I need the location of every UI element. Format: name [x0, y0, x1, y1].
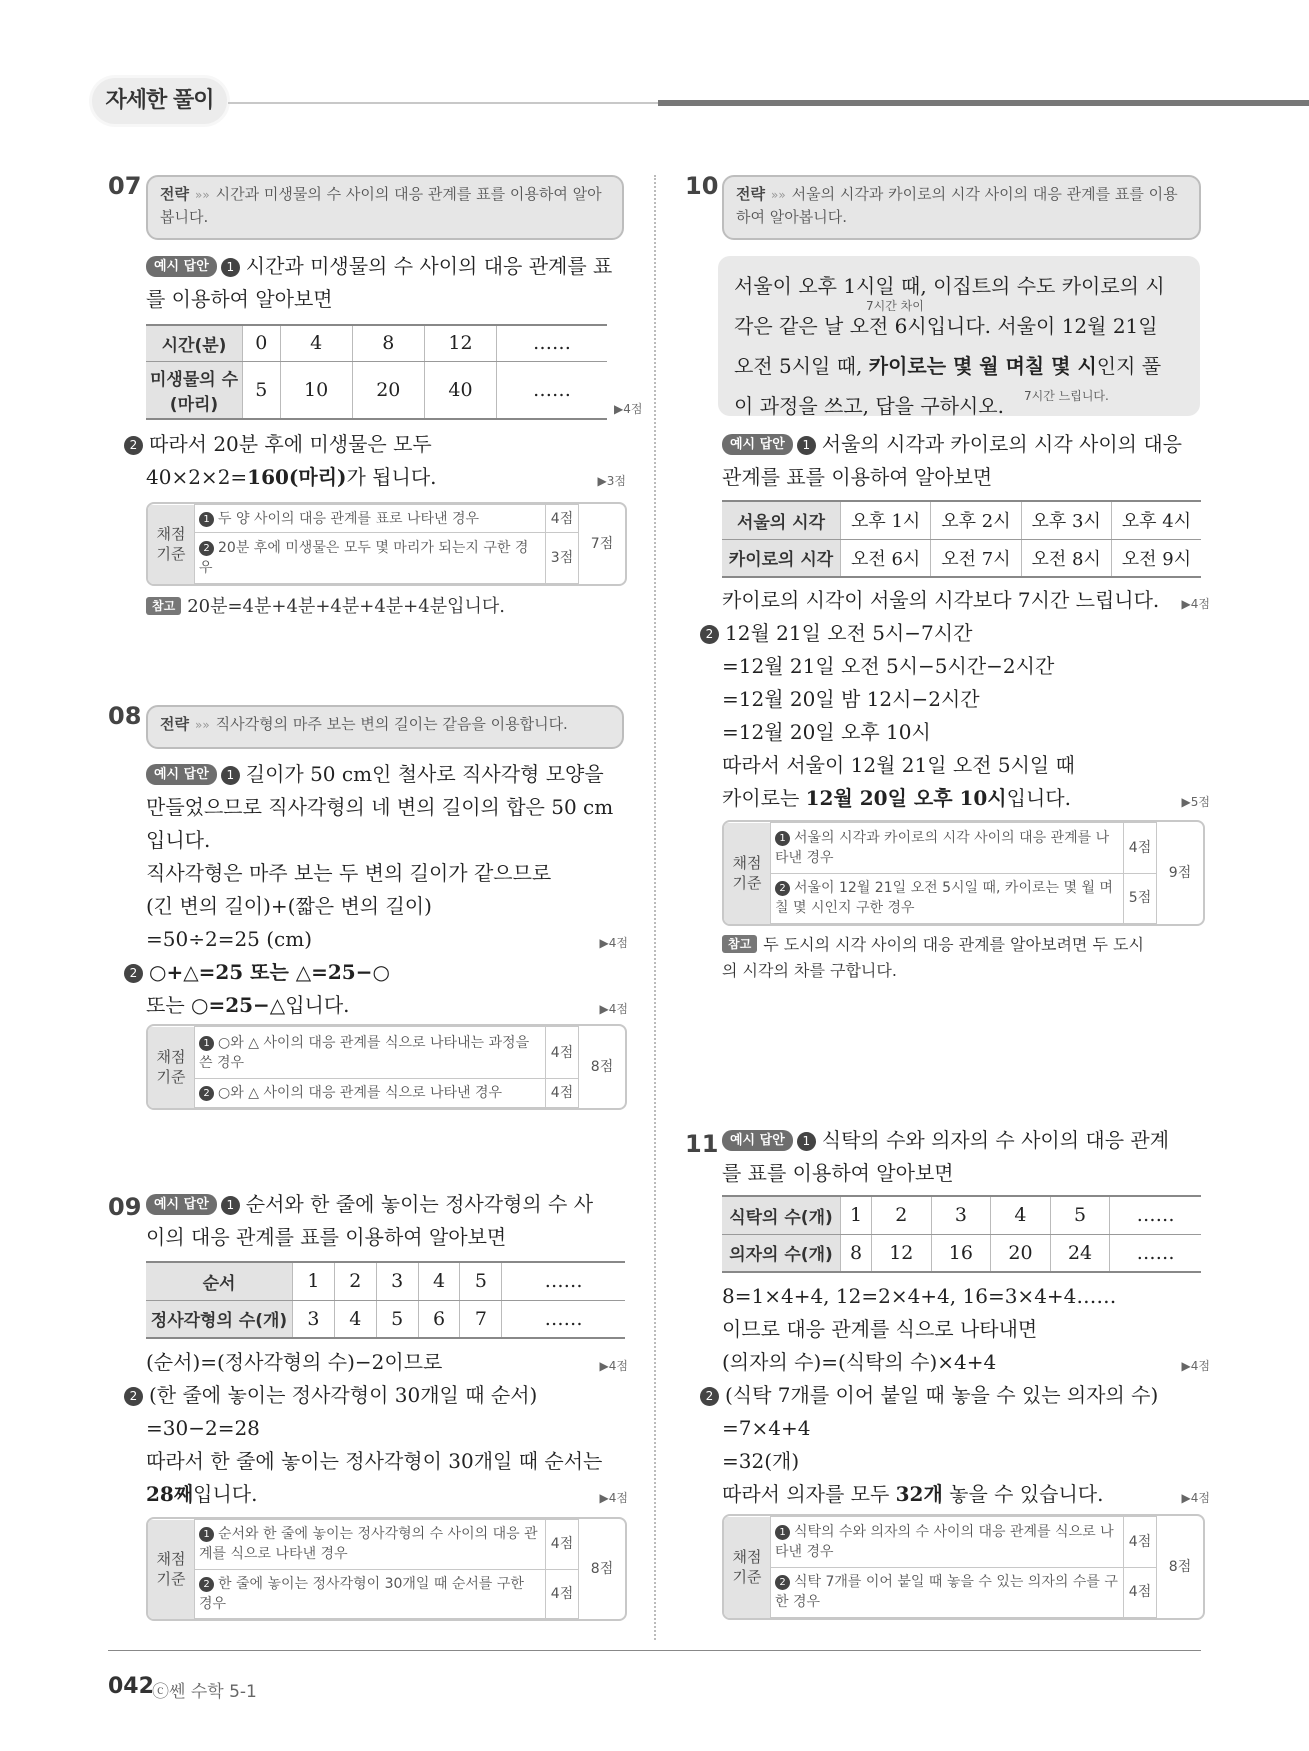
rubric-box — [146, 1517, 627, 1621]
rubric-total: 9점 — [1157, 823, 1204, 924]
table-cell: 오후 4시 — [1111, 501, 1201, 539]
step-1-marker: 1 — [797, 436, 816, 455]
table-header-cell: 서울의 시각 — [722, 501, 841, 539]
answer-block — [722, 428, 1202, 494]
rubric-criterion: ○와 △ 사이의 대응 관계를 식으로 나타내는 과정을 쓴 경우 — [199, 1034, 530, 1071]
table-header-cell: 미생물의 수(마리) — [146, 361, 243, 419]
table-header-cell: 카이로의 시각 — [722, 539, 841, 577]
table-cell: 2 — [871, 1196, 931, 1234]
answer-text: 따라서 의자를 모두 — [722, 1482, 896, 1506]
strategy-label: 전략 — [160, 715, 189, 733]
table-cell: 3 — [293, 1300, 335, 1338]
answer-block — [700, 1280, 1208, 1511]
table-cell: 2 — [334, 1262, 376, 1300]
rubric-criterion: 식탁 7개를 이어 붙일 때 놓을 수 있는 의자의 수를 구한 경우 — [775, 1574, 1118, 1611]
rubric-label: 채점 기준 — [148, 505, 195, 584]
step-1-marker: 1 — [199, 1036, 214, 1051]
rubric-box — [722, 1514, 1205, 1620]
rubric-total: 8점 — [579, 1520, 626, 1619]
answer-text: (긴 변의 길이)+(짧은 변의 길이) — [146, 894, 432, 918]
answer-block — [146, 758, 646, 956]
step-2-marker: 2 — [775, 881, 790, 896]
table-header-cell: 식탁의 수(개) — [722, 1196, 841, 1234]
data-table — [722, 500, 1201, 578]
answer-badge: 예시 답안 — [722, 1130, 793, 1151]
rubric-points: 4점 — [546, 1520, 579, 1570]
question-number: 08 — [108, 702, 142, 730]
answer-text: =12월 21일 오전 5시−5시간−2시간 — [722, 654, 1055, 678]
chevrons-icon: »» — [770, 188, 786, 202]
table-cell: 4 — [418, 1262, 460, 1300]
answer-text: 따라서 20분 후에 미생물은 모두 — [149, 432, 432, 456]
reference-note — [146, 594, 505, 620]
answer-block — [146, 1188, 646, 1254]
table-cell: 24 — [1050, 1234, 1110, 1272]
handwritten-annotation: 7시간 차이 — [866, 299, 924, 313]
answer-text: =32(개) — [722, 1449, 800, 1473]
points-marker: ▶4점 — [1181, 597, 1210, 611]
strategy-text: 서울의 시각과 카이로의 시각 사이의 대응 관계를 표를 이용하여 알아봅니다. — [736, 185, 1178, 226]
rubric-box — [146, 1024, 627, 1110]
answer-text: 이의 대응 관계를 표를 이용하여 알아보면 — [146, 1225, 507, 1249]
table-cell: 오후 3시 — [1021, 501, 1111, 539]
table-header-cell: 의자의 수(개) — [722, 1234, 841, 1272]
points-marker: ▶4점 — [599, 1491, 628, 1505]
table-cell: …… — [497, 325, 607, 361]
rubric-box — [722, 820, 1205, 926]
step-2-marker: 2 — [700, 1387, 719, 1406]
answer-bold: ○=25−△ — [191, 993, 286, 1017]
answer-block — [124, 956, 646, 1022]
rubric-criterion: 한 줄에 놓이는 정사각형이 30개일 때 순서를 구한 경우 — [199, 1575, 524, 1612]
table-cell: 3 — [931, 1196, 991, 1234]
problem-text: 각은 같은 날 오전 6시입니다. 서울이 12월 21일 — [734, 314, 1158, 338]
note-label: 참고 — [146, 597, 181, 615]
rubric-label: 채점 기준 — [148, 1027, 195, 1108]
rubric-points: 4점 — [546, 505, 579, 533]
answer-text: 순서와 한 줄에 놓이는 정사각형의 수 사 — [245, 1192, 594, 1216]
answer-text: 40×2×2= — [146, 465, 248, 489]
rubric-criterion: 식탁의 수와 의자의 수 사이의 대응 관계를 식으로 나타낸 경우 — [775, 1523, 1114, 1560]
step-2-marker: 2 — [124, 436, 143, 455]
rubric-total: 7점 — [579, 505, 626, 584]
rubric-box — [146, 502, 627, 586]
answer-text: (한 줄에 놓이는 정사각형이 30개일 때 순서) — [149, 1383, 538, 1407]
table-cell: 오후 2시 — [931, 501, 1021, 539]
points-marker: ▶5점 — [1181, 795, 1210, 809]
answer-bold: 160(마리) — [247, 465, 347, 489]
table-cell: 오전 6시 — [841, 539, 931, 577]
note-text: 20분=4분+4분+4분+4분+4분입니다. — [187, 596, 505, 617]
strategy-text: 직사각형의 마주 보는 변의 길이는 같음을 이용합니다. — [215, 715, 568, 733]
step-1-marker: 1 — [221, 766, 240, 785]
table-cell: 4 — [991, 1196, 1051, 1234]
answer-text: 입니다. — [193, 1482, 258, 1506]
answer-text: 입니다. — [1006, 786, 1071, 810]
answer-text: 따라서 한 줄에 놓이는 정사각형이 30개일 때 순서는 — [146, 1449, 603, 1473]
rubric-points: 4점 — [546, 1569, 579, 1619]
rubric-label: 채점 기준 — [724, 823, 771, 924]
column-divider — [654, 175, 656, 1640]
answer-bold: 28째 — [146, 1482, 194, 1506]
points-marker: ▶4점 — [599, 936, 628, 950]
step-1-marker: 1 — [221, 258, 240, 277]
rubric-points: 4점 — [546, 1027, 579, 1079]
note-label: 참고 — [722, 935, 757, 953]
problem-bold: 카이로는 몇 월 며칠 몇 시 — [868, 354, 1097, 378]
step-2-marker: 2 — [124, 1387, 143, 1406]
header-rule-thin — [228, 102, 658, 104]
table-cell: 12 — [871, 1234, 931, 1272]
rubric-points: 3점 — [546, 533, 579, 584]
answer-text: =7×4+4 — [722, 1416, 811, 1440]
table-cell: …… — [502, 1262, 625, 1300]
table-cell: 0 — [243, 325, 281, 361]
problem-text: 인지 풀 — [1096, 354, 1162, 378]
answer-badge: 예시 답안 — [146, 764, 217, 785]
table-cell: 1 — [841, 1196, 872, 1234]
points-marker: ▶4점 — [599, 1359, 628, 1373]
page-number: 042 — [108, 1674, 154, 1699]
answer-text: (의자의 수)=(식탁의 수)×4+4 — [722, 1350, 997, 1374]
rubric-criterion: 서울의 시각과 카이로의 시각 사이의 대응 관계를 나타낸 경우 — [775, 829, 1110, 866]
rubric-total: 8점 — [1157, 1517, 1204, 1618]
answer-text: 카이로의 시각이 서울의 시각보다 7시간 느립니다. — [722, 588, 1160, 612]
table-cell: 12 — [424, 325, 496, 361]
strategy-text: 시간과 미생물의 수 사이의 대응 관계를 표를 이용하여 알아봅니다. — [160, 185, 602, 226]
answer-text: 가 됩니다. — [346, 465, 437, 489]
answer-text: 직사각형은 마주 보는 두 변의 길이가 같으므로 — [146, 861, 552, 885]
answer-text: 카이로는 — [722, 786, 806, 810]
table-cell: …… — [1110, 1234, 1201, 1272]
answer-text: 또는 — [146, 993, 191, 1017]
table-cell: 5 — [1050, 1196, 1110, 1234]
answer-bold: 32개 — [895, 1482, 943, 1506]
answer-text: =30−2=28 — [146, 1416, 260, 1440]
table-cell: 오전 8시 — [1021, 539, 1111, 577]
table-cell: 20 — [991, 1234, 1051, 1272]
answer-text: 따라서 서울이 12월 21일 오전 5시일 때 — [722, 753, 1075, 777]
answer-text: 8=1×4+4, 12=2×4+4, 16=3×4+4…… — [722, 1284, 1117, 1308]
note-text: 두 도시의 시각 사이의 대응 관계를 알아보려면 두 도시 — [763, 935, 1144, 954]
rubric-points: 4점 — [1124, 1517, 1157, 1568]
table-header-cell: 시간(분) — [146, 325, 243, 361]
answer-text: 관계를 표를 이용하여 알아보면 — [722, 465, 993, 489]
table-cell: 3 — [376, 1262, 418, 1300]
answer-text: 시간과 미생물의 수 사이의 대응 관계를 표를 이용하여 알아보면 — [146, 254, 613, 311]
rubric-criterion: 두 양 사이의 대응 관계를 표로 나타낸 경우 — [218, 510, 480, 527]
chevrons-icon: »» — [194, 718, 210, 732]
answer-block — [700, 584, 1208, 815]
table-cell: 40 — [424, 361, 496, 419]
step-2-marker: 2 — [199, 1577, 214, 1592]
footer-rule — [108, 1650, 1201, 1651]
data-table — [722, 1195, 1201, 1273]
answer-badge: 예시 답안 — [722, 434, 793, 455]
answer-text: (식탁 7개를 이어 붙일 때 놓을 수 있는 의자의 수) — [725, 1383, 1159, 1407]
table-cell: 오전 9시 — [1111, 539, 1201, 577]
points-marker: ▶4점 — [1181, 1359, 1210, 1373]
table-cell: …… — [1110, 1196, 1201, 1234]
strategy-box — [146, 705, 624, 749]
rubric-points: 5점 — [1124, 873, 1157, 924]
rubric-points: 4점 — [546, 1079, 579, 1108]
table-cell: 10 — [280, 361, 352, 419]
problem-text: 오전 5시일 때, — [734, 354, 869, 378]
answer-text: =12월 20일 밤 12시−2시간 — [722, 687, 980, 711]
question-number: 09 — [108, 1193, 142, 1221]
step-2-marker: 2 — [775, 1575, 790, 1590]
step-1-marker: 1 — [199, 1527, 214, 1542]
answer-text: 입니다. — [285, 993, 350, 1017]
answer-block — [722, 1124, 1202, 1190]
table-cell: 4 — [334, 1300, 376, 1338]
strategy-label: 전략 — [736, 185, 765, 203]
answer-bold: 12월 20일 오후 10시 — [805, 786, 1007, 810]
step-1-marker: 1 — [221, 1196, 240, 1215]
strategy-box — [722, 175, 1201, 240]
rubric-label: 채점 기준 — [148, 1520, 195, 1619]
answer-text: 만들었으므로 직사각형의 네 변의 길이의 합은 50 cm — [146, 795, 614, 819]
table-cell: 4 — [280, 325, 352, 361]
header-rule-thick — [658, 100, 1309, 106]
strategy-box — [146, 175, 624, 240]
step-1-marker: 1 — [775, 831, 790, 846]
table-cell: 6 — [418, 1300, 460, 1338]
answer-text: 식탁의 수와 의자의 수 사이의 대응 관계 — [821, 1128, 1170, 1152]
table-cell: 8 — [841, 1234, 872, 1272]
rubric-criterion: 순서와 한 줄에 놓이는 정사각형의 수 사이의 대응 관계를 식으로 나타낸 경우 — [199, 1526, 538, 1563]
table-cell: 7 — [460, 1300, 502, 1338]
answer-text: 놓을 수 있습니다. — [942, 1482, 1104, 1506]
answer-block — [146, 250, 626, 316]
answer-text: 12월 21일 오전 5시−7시간 — [725, 621, 973, 645]
table-cell: 오후 1시 — [841, 501, 931, 539]
note-text: 의 시각의 차를 구합니다. — [722, 961, 897, 980]
step-1-marker: 1 — [797, 1132, 816, 1151]
answer-text: (순서)=(정사각형의 수)−2이므로 — [146, 1350, 443, 1374]
table-cell: 16 — [931, 1234, 991, 1272]
strategy-label: 전략 — [160, 185, 189, 203]
problem-box — [718, 256, 1200, 416]
answer-block — [124, 428, 644, 494]
table-cell: …… — [502, 1300, 625, 1338]
points-marker: ▶3점 — [597, 474, 626, 488]
rubric-total: 8점 — [579, 1027, 626, 1108]
question-number: 10 — [685, 172, 719, 200]
rubric-points: 4점 — [1124, 823, 1157, 874]
step-2-marker: 2 — [124, 964, 143, 983]
book-title: ⓒ쎈 수학 5-1 — [152, 1682, 257, 1702]
answer-block — [124, 1346, 646, 1511]
table-cell: 1 — [293, 1262, 335, 1300]
section-logo: 자세한 풀이 — [92, 78, 227, 124]
answer-badge: 예시 답안 — [146, 256, 217, 277]
points-marker: ▶4점 — [1181, 1491, 1210, 1505]
answer-text: =50÷2=25 (cm) — [146, 927, 313, 951]
data-table — [146, 1261, 625, 1339]
step-1-marker: 1 — [199, 512, 214, 527]
table-cell: 5 — [243, 361, 281, 419]
rubric-criterion: 20분 후에 미생물은 모두 몇 마리가 되는지 구한 경우 — [199, 540, 529, 577]
chevrons-icon: »» — [194, 188, 210, 202]
table-cell: 오전 7시 — [931, 539, 1021, 577]
rubric-criterion: 서울이 12월 21일 오전 5시일 때, 카이로는 몇 월 며칠 몇 시인지 구한 경우 — [775, 880, 1113, 917]
table-cell: 5 — [460, 1262, 502, 1300]
step-1-marker: 1 — [775, 1525, 790, 1540]
problem-text: 이 과정을 쓰고, 답을 구하시오. — [734, 394, 1004, 418]
answer-text: 서울의 시각과 카이로의 시각 사이의 대응 — [821, 432, 1182, 456]
table-header-cell: 정사각형의 수(개) — [146, 1300, 293, 1338]
table-cell: 8 — [352, 325, 424, 361]
step-2-marker: 2 — [199, 541, 214, 556]
step-2-marker: 2 — [700, 625, 719, 644]
handwritten-annotation: 7시간 느립니다. — [1024, 389, 1109, 403]
problem-text: 서울이 오후 1시일 때, 이집트의 수도 카이로의 시 — [734, 274, 1165, 298]
step-2-marker: 2 — [199, 1086, 214, 1101]
points-marker: ▶4점 — [614, 402, 643, 416]
answer-text: 길이가 50 cm인 철사로 직사각형 모양을 — [245, 762, 604, 786]
rubric-label: 채점 기준 — [724, 1517, 771, 1618]
table-cell: …… — [497, 361, 607, 419]
answer-text: 이므로 대응 관계를 식으로 나타내면 — [722, 1317, 1038, 1341]
data-table — [146, 324, 607, 420]
answer-text: 입니다. — [146, 828, 211, 852]
table-cell: 20 — [352, 361, 424, 419]
answer-badge: 예시 답안 — [146, 1194, 217, 1215]
rubric-points: 4점 — [1124, 1567, 1157, 1618]
answer-text: =12월 20일 오후 10시 — [722, 720, 931, 744]
table-cell: 5 — [376, 1300, 418, 1338]
answer-bold: ○+△=25 또는 △=25−○ — [149, 960, 390, 984]
points-marker: ▶4점 — [599, 1002, 628, 1016]
reference-note — [722, 932, 1202, 984]
table-header-cell: 순서 — [146, 1262, 293, 1300]
answer-text: 를 표를 이용하여 알아보면 — [722, 1161, 954, 1185]
question-number: 11 — [685, 1130, 719, 1158]
rubric-criterion: ○와 △ 사이의 대응 관계를 식으로 나타낸 경우 — [218, 1085, 503, 1102]
question-number: 07 — [108, 172, 142, 200]
